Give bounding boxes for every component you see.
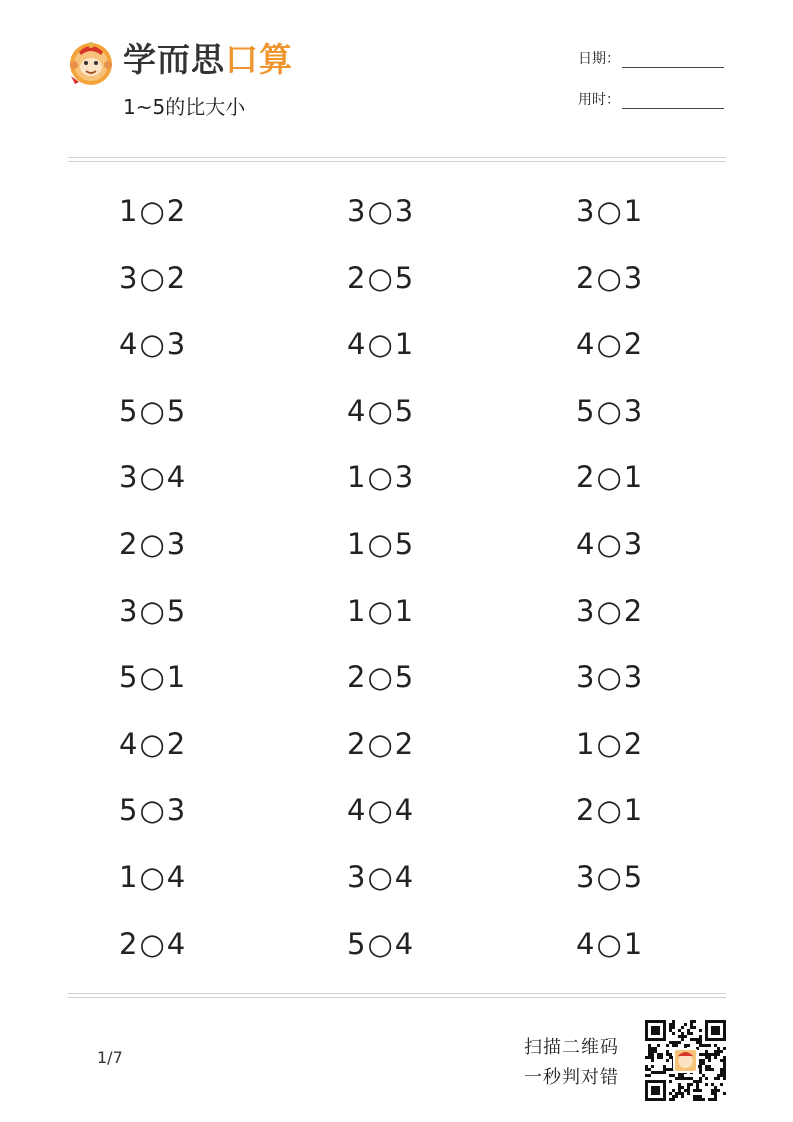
comparison-problem: 2○2 xyxy=(347,727,416,761)
comparison-problem: 3○2 xyxy=(119,261,188,295)
comparison-problem: 2○5 xyxy=(347,660,416,694)
time-blank-line[interactable] xyxy=(622,107,724,109)
comparison-problem: 4○4 xyxy=(347,793,416,827)
comparison-problem: 3○5 xyxy=(119,594,188,628)
comparison-problem: 5○5 xyxy=(119,394,188,428)
comparison-problem: 4○2 xyxy=(119,727,188,761)
comparison-problem: 3○4 xyxy=(119,460,188,494)
comparison-problem: 2○1 xyxy=(576,460,645,494)
comparison-problem: 4○1 xyxy=(347,327,416,361)
top-divider xyxy=(68,157,726,158)
comparison-problem: 3○5 xyxy=(576,860,645,894)
comparison-problem: 3○4 xyxy=(347,860,416,894)
comparison-problem: 1○5 xyxy=(347,527,416,561)
comparison-problem: 1○1 xyxy=(347,594,416,628)
brand-title-main: 学而思 xyxy=(123,40,225,79)
bottom-divider-2 xyxy=(68,997,726,998)
comparison-problem: 3○3 xyxy=(576,660,645,694)
comparison-problem: 5○4 xyxy=(347,927,416,961)
comparison-problem: 1○3 xyxy=(347,460,416,494)
monkey-mascot-icon xyxy=(67,38,115,86)
comparison-problem: 4○2 xyxy=(576,327,645,361)
comparison-problem: 4○3 xyxy=(119,327,188,361)
comparison-problem: 3○1 xyxy=(576,194,645,228)
scan-line-1: 扫描二维码 xyxy=(524,1037,619,1058)
time-label: 用时： xyxy=(578,92,620,108)
time-field xyxy=(578,91,724,109)
brand-title-accent: 口算 xyxy=(225,40,293,79)
top-divider-2 xyxy=(68,161,726,162)
comparison-problem: 1○4 xyxy=(119,860,188,894)
scan-line-2: 一秒判对错 xyxy=(524,1067,619,1088)
page-number: 1/7 xyxy=(97,1048,123,1067)
comparison-problem: 2○5 xyxy=(347,261,416,295)
comparison-problem: 3○2 xyxy=(576,594,645,628)
worksheet-subtitle: 1~5的比大小 xyxy=(123,95,246,119)
comparison-problem: 2○3 xyxy=(119,527,188,561)
comparison-problem: 2○3 xyxy=(576,261,645,295)
date-blank-line[interactable] xyxy=(622,66,724,68)
comparison-problem: 2○1 xyxy=(576,793,645,827)
brand-title xyxy=(123,38,293,82)
comparison-problem: 1○2 xyxy=(119,194,188,228)
comparison-problem: 5○3 xyxy=(119,793,188,827)
comparison-problem: 4○3 xyxy=(576,527,645,561)
comparison-problem: 5○1 xyxy=(119,660,188,694)
comparison-problem: 4○1 xyxy=(576,927,645,961)
date-field xyxy=(578,50,724,68)
scan-instructions xyxy=(524,1033,619,1093)
qr-code-icon[interactable] xyxy=(645,1020,726,1101)
comparison-problem: 2○4 xyxy=(119,927,188,961)
comparison-problem: 5○3 xyxy=(576,394,645,428)
comparison-problem: 3○3 xyxy=(347,194,416,228)
date-label: 日期： xyxy=(578,51,620,67)
bottom-divider xyxy=(68,993,726,994)
comparison-problem: 1○2 xyxy=(576,727,645,761)
comparison-problem: 4○5 xyxy=(347,394,416,428)
